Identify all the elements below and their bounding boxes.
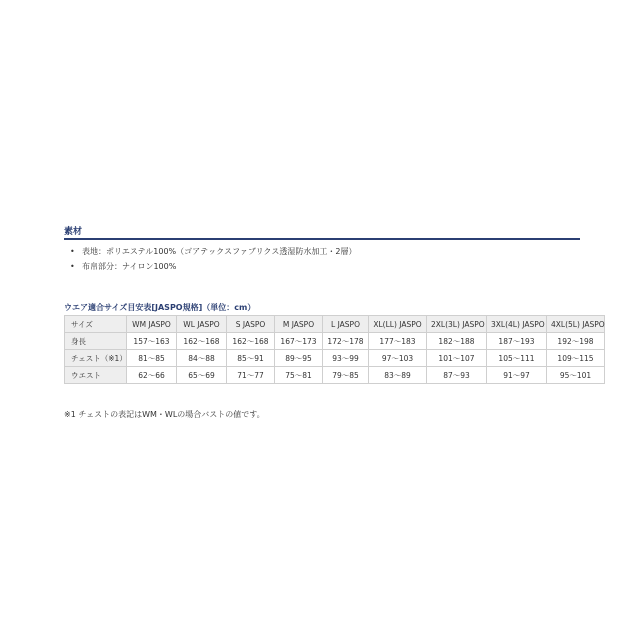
material-item-text: 表地：ポリエステル100%（ゴアテックスファブリクス透湿防水加工・2層） — [82, 247, 357, 256]
size-table — [64, 315, 605, 384]
list-item — [70, 259, 356, 274]
size-header-cell: XL(LL) JASPO — [369, 316, 427, 333]
size-header-cell: M JASPO — [275, 316, 323, 333]
header-label-cell: サイズ — [65, 316, 127, 333]
section-divider — [64, 238, 580, 240]
size-header-cell: 2XL(3L) JASPO — [427, 316, 487, 333]
table-cell: 91〜97 — [487, 367, 547, 384]
table-cell: 162〜168 — [227, 333, 275, 350]
table-cell: 93〜99 — [323, 350, 369, 367]
table-cell: 182〜188 — [427, 333, 487, 350]
row-label-cell: ウエスト — [65, 367, 127, 384]
size-header-cell: 3XL(4L) JASPO — [487, 316, 547, 333]
table-cell: 101〜107 — [427, 350, 487, 367]
table-cell: 81〜85 — [127, 350, 177, 367]
table-cell: 97〜103 — [369, 350, 427, 367]
table-cell: 87〜93 — [427, 367, 487, 384]
table-cell: 105〜111 — [487, 350, 547, 367]
table-cell: 157〜163 — [127, 333, 177, 350]
table-cell: 85〜91 — [227, 350, 275, 367]
table-cell: 177〜183 — [369, 333, 427, 350]
size-header-cell: L JASPO — [323, 316, 369, 333]
table-cell: 65〜69 — [177, 367, 227, 384]
size-header-cell: WM JASPO — [127, 316, 177, 333]
bullet-icon: • — [70, 247, 75, 256]
table-cell: 95〜101 — [547, 367, 605, 384]
table-cell: 167〜173 — [275, 333, 323, 350]
table-cell: 62〜66 — [127, 367, 177, 384]
table-cell: 84〜88 — [177, 350, 227, 367]
list-item — [70, 244, 356, 259]
table-cell: 71〜77 — [227, 367, 275, 384]
table-cell: 187〜193 — [487, 333, 547, 350]
table-cell: 79〜85 — [323, 367, 369, 384]
table-header-row — [65, 316, 605, 333]
table-row — [65, 367, 605, 384]
size-table-caption: ウエア適合サイズ目安表[JASPO規格]（単位：cm） — [64, 303, 256, 312]
row-label-cell: 身長 — [65, 333, 127, 350]
footnote: ※1 チェストの表記はWM・WLの場合バストの値です。 — [64, 410, 265, 419]
bullet-icon: • — [70, 262, 75, 271]
table-cell: 109〜115 — [547, 350, 605, 367]
material-list — [70, 244, 356, 274]
table-cell: 83〜89 — [369, 367, 427, 384]
material-section-title: 素材 — [64, 227, 83, 237]
table-cell: 75〜81 — [275, 367, 323, 384]
row-label-cell: チェスト（※1） — [65, 350, 127, 367]
size-header-cell: 4XL(5L) JASPO — [547, 316, 605, 333]
size-header-cell: S JASPO — [227, 316, 275, 333]
table-cell: 162〜168 — [177, 333, 227, 350]
table-cell: 192〜198 — [547, 333, 605, 350]
table-row — [65, 333, 605, 350]
table-row — [65, 350, 605, 367]
table-cell: 172〜178 — [323, 333, 369, 350]
material-item-text: 布帛部分：ナイロン100% — [82, 262, 177, 271]
table-cell: 89〜95 — [275, 350, 323, 367]
size-header-cell: WL JASPO — [177, 316, 227, 333]
